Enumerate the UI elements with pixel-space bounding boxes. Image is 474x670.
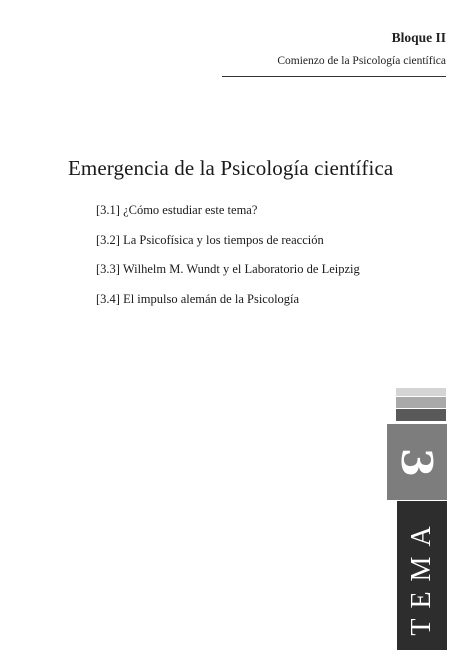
toc-item[interactable]: [3.2] La Psicofísica y los tiempos de reacción — [96, 232, 324, 247]
decorative-stripe-mid — [396, 397, 446, 408]
chapter-title: Emergencia de la Psicología científica — [68, 156, 394, 180]
chapter-number-tab — [387, 424, 447, 500]
page-header — [277, 30, 446, 67]
table-of-contents — [96, 202, 360, 320]
header-divider — [222, 76, 446, 77]
block-title: Bloque II — [391, 30, 446, 45]
chapter-label-tab — [397, 501, 447, 650]
decorative-stripe-dark — [396, 409, 446, 421]
chapter-label: TEMA — [406, 515, 437, 636]
toc-item[interactable]: [3.4] El impulso alemán de la Psicología — [96, 291, 300, 306]
block-subtitle: Comienzo de la Psicología científica — [277, 55, 446, 67]
toc-item[interactable]: [3.3] Wilhelm M. Wundt y el Laboratorio de Leipzig — [96, 262, 360, 276]
decorative-stripe-light — [396, 388, 446, 396]
toc-item[interactable]: [3.1] ¿Cómo estudiar este tema? — [96, 203, 258, 217]
chapter-number: 3 — [392, 447, 442, 477]
